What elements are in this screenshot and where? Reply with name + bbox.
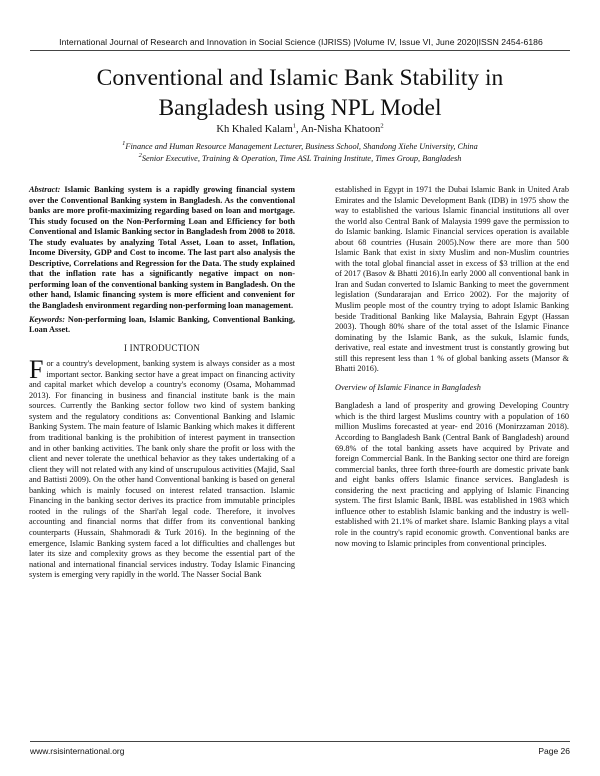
author-1-sup: 1 — [292, 122, 297, 130]
title-line-2: Bangladesh using NPL Model — [158, 95, 442, 121]
abstract — [29, 185, 295, 312]
affiliation-2-sup: 2 — [138, 152, 142, 160]
affiliation-1-text: Finance and Human Resource Management Lecturer, Business School, Shandong Xiehe University, China — [125, 142, 478, 151]
affiliation-1-sup: 1 — [122, 140, 126, 148]
introduction-paragraph — [29, 355, 295, 580]
author-1: Kh Khaled Kalam — [216, 124, 293, 135]
author-separator: , — [296, 124, 301, 135]
right-paragraph-2: Bangladesh a land of prosperity and growing Developing Country which is the third largest Muslims country with a population of 160 million Muslims forecasted at year- end 2016 (Monirzzaman 2018). According to Bangladesh Bank (Central Bank of Bangladesh) around 69.8% of the total banking assets have acquired by Private and foreign Commercial Bank. In the Banking sector one third are foreign commercial banks, three forth three-fourth are domestic private bank and eight banks offers Islamic finance services. Bangladesh is considering the next practicing and applying of Islamic Financing system. The first Islamic Bank, IBBL was established in 1983 which influence other to establish Islamic banking and the industry is well-established with 21.1% of market share. Islamic Banking plays a vital role in the country's rapid economic growth. Conventional banks are now moving to Islamic principles from conventional principles. — [335, 401, 569, 548]
footer-divider — [30, 741, 570, 742]
subsection-heading: Overview of Islamic Finance in Bangladesh — [335, 382, 481, 392]
author-2: An-Nisha Khatoon — [300, 124, 381, 135]
section-heading-introduction: I INTRODUCTION — [123, 342, 201, 353]
drop-cap: F — [29, 355, 44, 385]
abstract-text: Islamic Banking system is a rapidly growing financial system over the Conventional Banking system in Bangladesh. As the conventional banks are more profit-maximizing regarding based on loan and mortgage. This study focused on the Non-Performing Loan and Efficiency for both Conventional and Islamic Banking sector in Bangladesh from 2008 to 2018. The study evaluates by analyzing Total Asset, Loan to asset, Inflation, Income Diversity, GDP and Cost to income. The last part also analysis the Descriptive, Correlations and Regression for the Data. The study explained that the inflation rate has a significantly negative impact on non-performing loan of the conventional banking system in Bangladesh. On the other hand, Islamic financing system is more efficient and convenient for the Bangladesh environment regarding non-performing loan management. — [29, 185, 295, 311]
affiliation-2 — [40, 154, 560, 163]
journal-header: International Journal of Research and Innovation in Social Science (IJRISS) |Volume IV, Issue VI, June 2020|ISSN 2454-6186 — [59, 37, 543, 47]
keywords — [29, 315, 295, 336]
introduction-text: or a country's development, banking system is always consider as a most important sector. Banking sector have a great impact on financing activity and capital market which develop a country's economy (Osama, Mohammad 2013). For financing in business and financial institute bank is the main sources. Currently the Banking sector follow two kind of system banking system and the regulatory conditions as: Conventional Banking and Islamic Banking System. The main feature of Islamic Banking which makes it different from traditional banking is the prohibition of interest payment in transection and in other banking activities. The bank only share the profit or loss with the client and never tolerate the unethical behavior as they takes undertaking of a client they will not related with any kind of unscrupulous activities (Majid, Saal and Battisti 2009). On the other hand Conventional banking is based on general banking which is mainly focused on interest related transaction. Islamic Financing in the banking sector derives its practice from immutable principles rooted in the rulings of the Shari'ah legal code. Therefore, it involves accounting and financial norms that differ from its conventional banking counterparts (Hussain, Shahmoradi & Turk 2016). In the beginning of the emergence, Islamic Banking system faced a lot difficulties and challenges but later its size and complexity grows as they become the essential part of the national and international financial services industry. Today Islamic Financing system is emerging very rapidly in the world. The Nasser Social Bank — [29, 359, 295, 580]
right-column — [335, 185, 569, 549]
affiliation-2-text: Senior Executive, Training & Operation, Time ASL Training Institute, Times Group, Bangladesh — [141, 154, 462, 163]
left-column — [29, 185, 295, 581]
keywords-text: Non-performing loan, Islamic Banking, Conventional Banking, Loan Asset. — [29, 314, 295, 335]
keywords-label: Keywords: — [29, 314, 65, 324]
footer-page-number: Page 26 — [538, 746, 570, 756]
paper-title — [40, 63, 560, 123]
footer-website: www.rsisinternational.org — [30, 746, 125, 756]
author-list — [40, 124, 560, 135]
affiliation-1 — [40, 142, 560, 151]
abstract-label: Abstract: — [29, 185, 61, 194]
author-2-sup: 2 — [380, 122, 384, 130]
right-paragraph-1: established in Egypt in 1971 the Dubai Islamic Bank in United Arab Emirates and the Islamic Development Bank (IDB) in 1975 show the way to established the various Islamic financial institutions all over the world also Central Bank of Malaysia 1999 gave the permission to do Islamic banking. Islamic Financial services operation is available about 68 countries (Husain 2005).Now there are more than 500 Islamic Bank that exist in sixty Muslim and non-Muslim countries with the total global financial asset in excess of $3 trillion at the end of 2017 (Basov & Bhatti 2016).In early 2000 all conventional bank in Iran and Sudan converted to Islamic Banking to meet the government legislation (Sundararajan and Errico 2002). For the majority of Muslim people most of the country trying to adopt Islamic Banking beside Traditional Banking like Malaysia, Bahrain Egypt (Hassan 2003). Though 80% share of the total asset of the Islamic Finance dominating by the Islamic Bank, as the sukuk, Islamic funds, derivative, real estate and investment trust is constantly growing but still this represent less than 1 % of global banking assets (Mansor & Bhatti 2016). — [335, 185, 569, 374]
title-line-1: Conventional and Islamic Bank Stability in — [96, 65, 504, 91]
header-divider — [30, 50, 570, 51]
